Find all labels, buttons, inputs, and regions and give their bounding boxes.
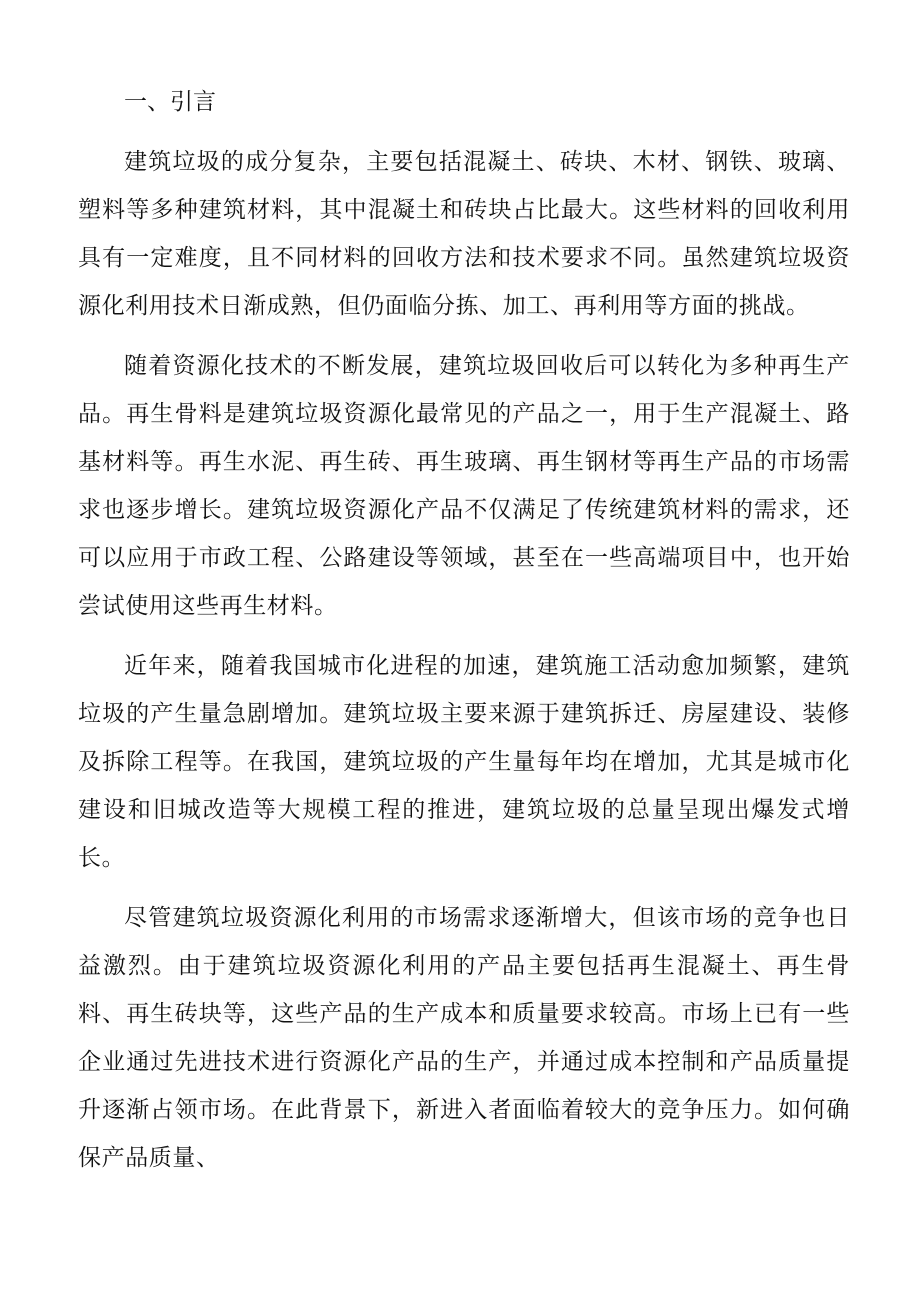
paragraph-urbanization: 近年来，随着我国城市化进程的加速，建筑施工活动愈加频繁，建筑垃圾的产生量急剧增加。建筑垃圾主要来源于建筑拆迁、房屋建设、装修及拆除工程等。在我国，建筑垃圾的产生量每年均在增加，尤其是城市化建设和旧城改造等大规模工程的推进，建筑垃圾的总量呈现出爆发式增长。: [78, 653, 850, 871]
section-heading: 一、引言: [124, 89, 216, 115]
document-page: [78, 78, 850, 1182]
paragraph-composition: 建筑垃圾的成分复杂，主要包括混凝土、砖块、木材、钢铁、玻璃、塑料等多种建筑材料，其中混凝土和砖块占比最大。这些材料的回收利用具有一定难度，且不同材料的回收方法和技术要求不同。虽然建筑垃圾资源化利用技术日渐成熟，但仍面临分拣、加工、再利用等方面的挑战。: [78, 149, 850, 319]
paragraph-competition: 尽管建筑垃圾资源化利用的市场需求逐渐增大，但该市场的竞争也日益激烈。由于建筑垃圾资源化利用的产品主要包括再生混凝土、再生骨料、再生砖块等，这些产品的生产成本和质量要求较高。市场上已有一些企业通过先进技术进行资源化产品的生产，并通过成本控制和产品质量提升逐渐占领市场。在此背景下，新进入者面临着较大的竞争压力。如何确保产品质量、: [78, 905, 850, 1171]
paragraph-recycled-products: 随着资源化技术的不断发展，建筑垃圾回收后可以转化为多种再生产品。再生骨料是建筑垃圾资源化最常见的产品之一，用于生产混凝土、路基材料等。再生水泥、再生砖、再生玻璃、再生钢材等再生产品的市场需求也逐步增长。建筑垃圾资源化产品不仅满足了传统建筑材料的需求，还可以应用于市政工程、公路建设等领域，甚至在一些高端项目中，也开始尝试使用这些再生材料。: [78, 353, 850, 619]
